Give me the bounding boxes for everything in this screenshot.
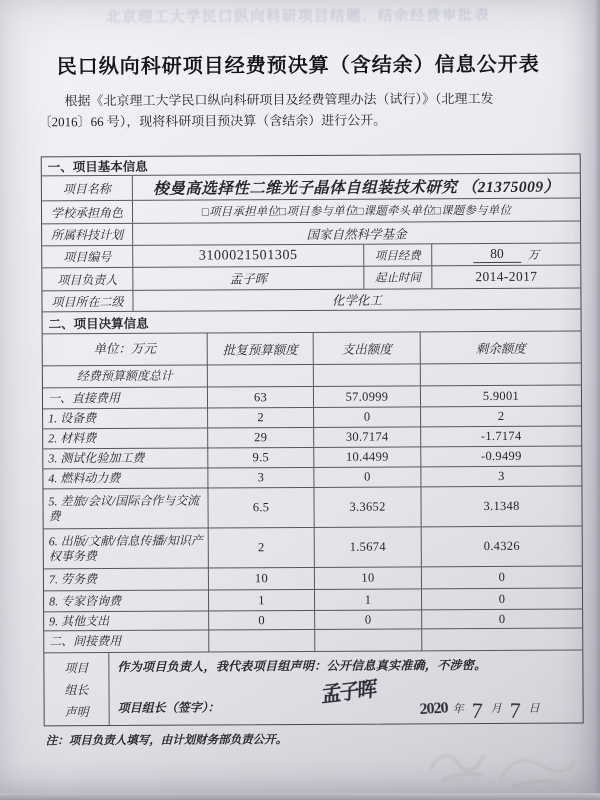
budget-row-testing [43,446,581,469]
school-role-checkbox-options: □项目承担单位□项目参与单位□课题牵头单位□课题参与单位 [132,199,580,223]
principal-investigator-row [42,265,580,291]
project-name-label: 项目名称 [62,181,111,196]
budget-row-materials [43,426,581,449]
budget-row-other [44,609,582,631]
funding-unit: 万 [527,249,540,262]
declaration-row [44,650,582,726]
spent-cell: 10 [314,567,421,589]
budget-cell: 6.5 [207,488,313,528]
section1-heading: 一、项目基本信息 [47,159,148,175]
col-header-budget: 批复预算额度 [207,333,313,365]
budget-cell [207,365,313,387]
budget-cell [208,630,314,652]
program-value: 国家自然科学基金 [132,222,580,245]
bleedthrough-header-text: 北京理工大学民口纵向科研项目结题、结余经费审批表 [105,8,491,27]
budget-row-travel [43,486,581,529]
spent-cell [314,629,421,651]
department-row [42,288,580,312]
section2-heading-row [43,309,581,334]
school-role-label: 学校承担角色 [50,205,124,220]
budget-cell: 1 [208,590,314,611]
budget-cell: 2 [208,528,314,568]
scan-edge-right [594,0,600,800]
school-role-row [42,198,580,224]
pi-value: 孟子晖 [132,267,363,290]
budget-row-labor [44,566,582,591]
declaration-box-label-line: 声明 [64,704,89,719]
remain-cell: 0 [421,610,582,629]
budget-row-label: 3. 测试化验加工费 [48,450,145,466]
project-code-row [42,243,580,268]
handwritten-year: 2020 [419,699,449,719]
budget-row-expert [44,588,582,612]
spent-cell: 10.4499 [313,447,420,467]
year-label: 年 [452,703,464,716]
budget-cell: 0 [208,611,314,630]
budget-row-label: 2. 材料费 [48,431,97,446]
period-label: 起止时间 [363,266,431,288]
budget-row-label: 9. 其他支出 [49,613,110,628]
declaration-box-label-line: 项目 [64,660,89,675]
budget-row-indirect [44,628,582,653]
col-header-spent: 支出额度 [313,332,420,364]
form-table [41,154,584,727]
program-row [42,221,580,246]
budget-row-label: 5. 差旅/会议/国际合作与交流费 [48,493,200,523]
declaration-content-cell [108,651,582,725]
spent-cell: 3.3652 [313,487,420,527]
signature-date [419,697,540,724]
remain-cell [420,364,581,386]
page-title: 民口纵向科研项目经费预决算（含结余）信息公开表 [56,53,540,79]
budget-header-row [43,331,581,366]
budget-row-label: 二、间接费用 [49,633,122,649]
remain-cell: 3 [420,467,581,487]
handwritten-month: 7 [471,698,484,724]
project-code-value: 3100021501305 [132,245,363,267]
remain-cell: -1.7174 [420,427,581,447]
remain-cell: 3.1348 [420,487,581,527]
section2-heading: 二、项目决算信息 [48,316,149,331]
budget-row-label: 6. 出版/文献/信息传播/知识产权事务费 [48,533,203,563]
signature-field-label: 项目组长（签字）： [117,700,220,715]
remain-cell: -0.9499 [420,447,581,467]
spent-cell: 0 [313,467,420,487]
declaration-box-label [44,653,108,725]
project-name-row [42,173,580,201]
budget-row-total [43,363,581,388]
remain-cell: 5.9001 [420,386,581,407]
pi-label: 项目负责人 [57,272,118,287]
declaration-statement: 作为项目负责人，我代表项目组声明：公开信息真实准确，不涉密。 [117,658,487,674]
spent-cell: 0 [314,610,421,629]
project-name-value: 梭曼高选择性二维光子晶体自组装技术研究 （21375009） [132,174,580,200]
section1-heading-row [42,155,580,176]
remain-cell: 0 [421,589,582,610]
unit-header: 单位：万元 [93,341,157,356]
budget-row-label: 经费预算额度总计 [76,368,173,384]
budget-cell: 63 [207,387,313,408]
intro-line-1: 根据《北京理工大学民口纵向科研项目及经费管理办法（试行）》（北理工发 [64,90,494,109]
month-label: 月 [490,702,502,716]
program-label: 所属科技计划 [51,227,124,243]
period-value: 2014-2017 [431,266,580,289]
budget-row-label: 8. 专家咨询费 [49,593,122,608]
budget-row-label: 1. 设备费 [48,411,97,426]
day-label: 日 [528,702,540,715]
ghost-handwriting-bleedthrough [422,735,582,800]
funding-label: 项目经费 [363,244,431,265]
footnote: 注：项目负责人填写，由计划财务部负责公开。 [45,734,288,748]
budget-cell: 3 [207,468,313,488]
project-code-label: 项目编号 [63,249,112,265]
department-label: 项目所在二级 [51,294,124,309]
intro-line-2: 〔2016〕66 号），现将科研项目预决算（含结余）进行公开。 [38,112,387,130]
intro-paragraph [38,89,566,133]
department-value: 化学化工 [132,289,580,311]
spent-cell: 30.7174 [313,427,420,447]
budget-row-fuel-power [43,466,581,489]
budget-row-equipment [43,406,581,429]
scan-edge-bottom [0,793,600,800]
spent-cell: 0 [313,407,420,427]
remain-cell: 0 [421,567,582,589]
budget-row-label: 一、直接费用 [47,390,121,405]
spent-cell: 57.0999 [313,386,420,407]
spent-cell: 1 [314,589,421,610]
budget-cell: 9.5 [207,448,313,468]
budget-cell: 2 [207,408,313,428]
budget-cell: 29 [207,428,313,448]
declaration-box-label-line: 组长 [64,682,89,697]
spent-cell [313,364,420,386]
budget-row-publication [44,526,582,569]
remain-cell [421,629,582,651]
handwritten-signature: 孟子晖 [321,678,376,707]
funding-amount: 80 [473,246,521,263]
spent-cell: 1.5674 [314,527,421,567]
handwritten-day: 7 [509,697,522,724]
budget-row-label: 7. 劳务费 [48,572,97,587]
funding-value [431,244,580,266]
budget-row-label: 4. 燃料动力费 [48,470,121,486]
remain-cell: 2 [420,407,581,427]
budget-row-direct [43,385,581,409]
col-header-remain: 剩余额度 [420,332,581,364]
remain-cell: 0.4326 [421,527,582,567]
budget-cell: 10 [208,568,314,590]
